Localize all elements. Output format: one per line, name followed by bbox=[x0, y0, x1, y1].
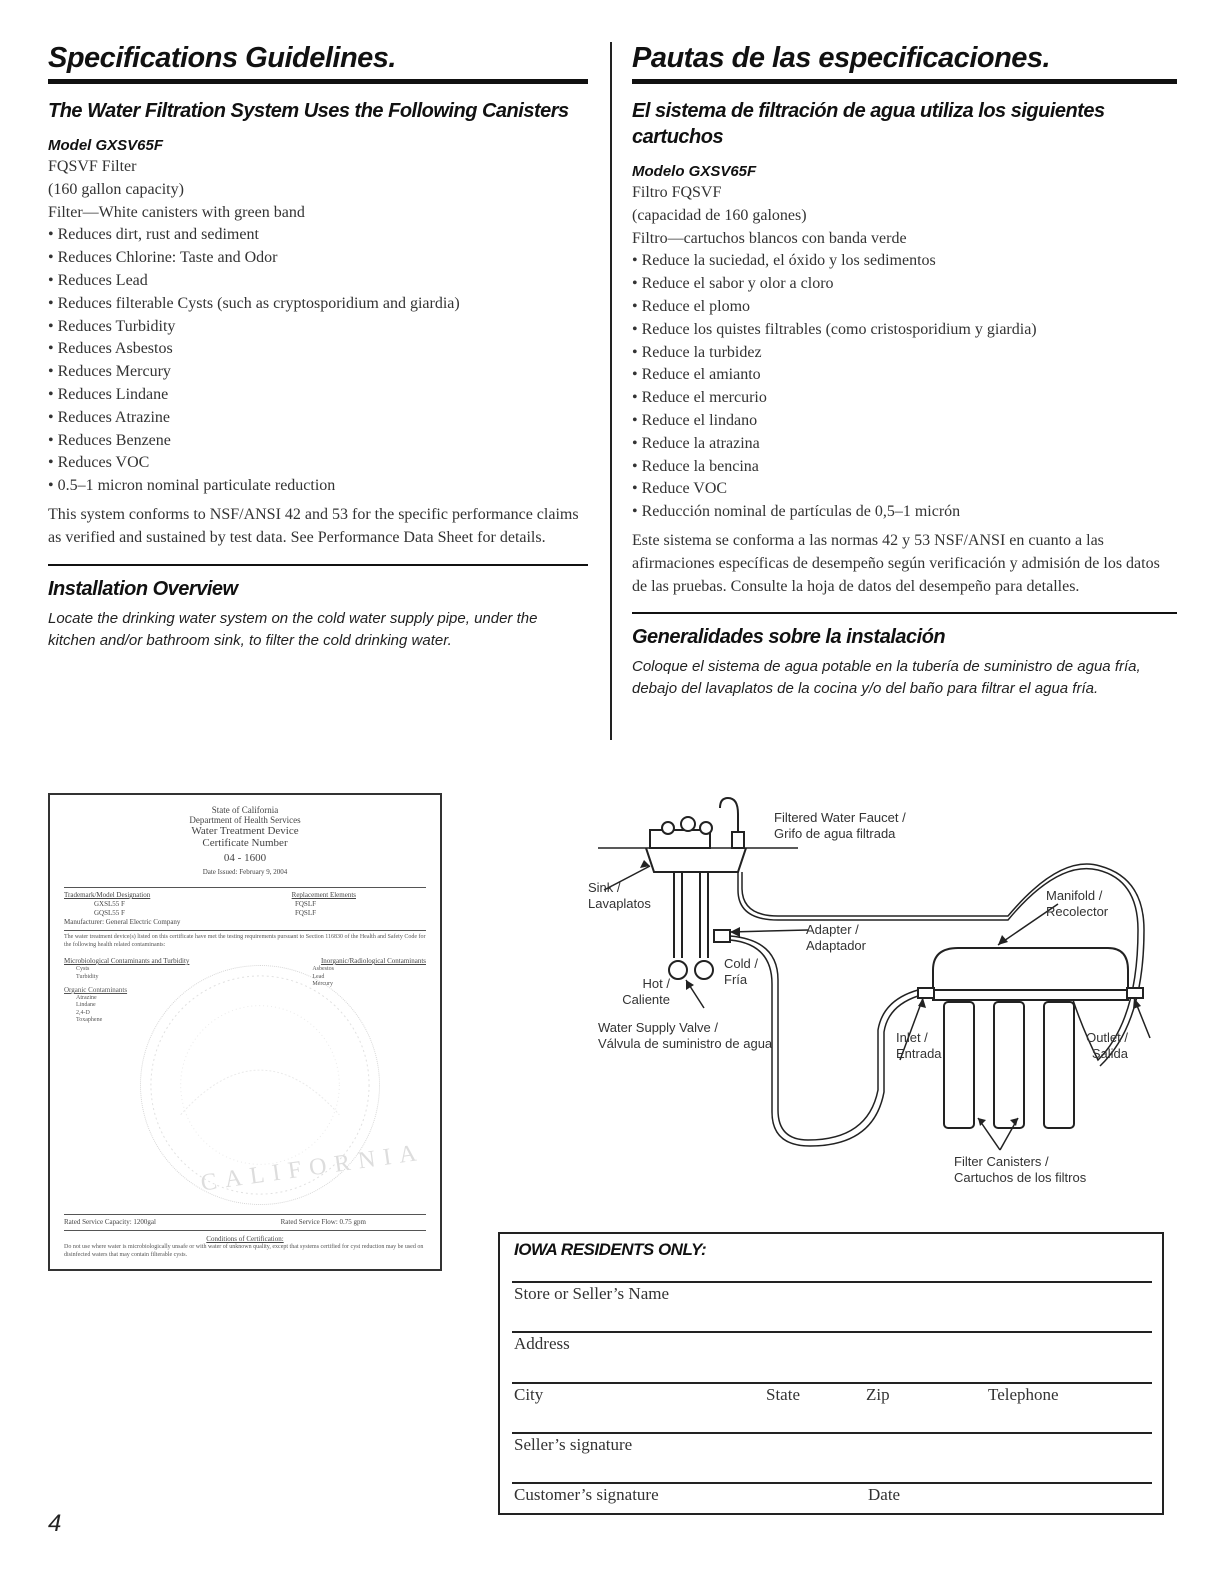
spec-line: • Reduce la turbidez bbox=[632, 343, 762, 361]
telephone-field[interactable]: Telephone bbox=[988, 1385, 1059, 1404]
customer-signature-field[interactable]: Customer’s signature bbox=[514, 1485, 659, 1504]
iowa-form-title: IOWA RESIDENTS ONLY: bbox=[514, 1240, 707, 1259]
section-rule bbox=[48, 564, 588, 566]
adapter-label-es: Adaptador bbox=[806, 938, 866, 953]
cert-micro-item: Cysts bbox=[76, 966, 90, 972]
cert-manufacturer-row bbox=[64, 918, 426, 927]
installation-text-spanish: Coloque el sistema de agua potable en la tubería de suministro de agua fría, debajo del lavaplatos de la cocina y/o del baño para filtrar el agua fría. bbox=[632, 658, 1141, 698]
cert-inorganic-title: Inorganic/Radiological Contaminants bbox=[320, 957, 426, 965]
spec-line: Filtro FQSVF bbox=[632, 184, 722, 201]
outlet-label bbox=[1068, 1030, 1128, 1062]
spec-line: FQSVF Filter bbox=[48, 158, 137, 175]
cert-model: GQSL55 F bbox=[94, 909, 125, 917]
outlet-label-es: Salida bbox=[1091, 1046, 1128, 1061]
spec-list bbox=[48, 156, 588, 498]
cert-element: FQSLF bbox=[294, 900, 316, 908]
cert-micro-title: Microbiological Contaminants and Turbidity bbox=[64, 957, 190, 965]
cert-table-row bbox=[64, 900, 426, 909]
cert-manufacturer: Manufacturer: General Electric Company bbox=[64, 918, 181, 926]
cert-rule bbox=[64, 887, 426, 888]
spec-line: • Reduces Benzene bbox=[48, 431, 171, 449]
cert-organic-item: Toxaphene bbox=[76, 1017, 103, 1023]
page-number: 4 bbox=[48, 1510, 62, 1537]
cert-organic-title: Organic Contaminants bbox=[64, 986, 128, 994]
cert-inorganic-item: Mercury bbox=[312, 981, 333, 987]
cert-inorganic-item: Asbestos bbox=[312, 966, 334, 972]
state-field[interactable]: State bbox=[766, 1385, 800, 1404]
cert-table-row bbox=[64, 909, 426, 918]
installation-text: Locate the drinking water system on the cold water supply pipe, under the kitchen and/or bathroom sink, to filter the cold drinking water. bbox=[48, 609, 538, 649]
california-certificate bbox=[48, 793, 442, 1271]
cert-device: Water Treatment Device bbox=[191, 825, 299, 837]
page-title: Specifications Guidelines. bbox=[48, 42, 396, 74]
cert-contaminant-headers bbox=[64, 957, 426, 966]
spec-line: • 0.5–1 micron nominal particulate reduction bbox=[48, 477, 336, 495]
outlet-label-en: Outlet / bbox=[1086, 1030, 1128, 1045]
manifold-label-es: Recolector bbox=[1046, 904, 1109, 919]
sink-label-es: Lavaplatos bbox=[588, 896, 651, 911]
cert-number-label: Certificate Number bbox=[202, 837, 288, 849]
canisters-label-en: Filter Canisters / bbox=[954, 1154, 1049, 1169]
manifold-label-en: Manifold / bbox=[1046, 888, 1103, 903]
spec-line: • Reduces Atrazine bbox=[48, 408, 170, 426]
installation-heading: Installation Overview bbox=[48, 577, 238, 600]
installation-heading-spanish: Generalidades sobre la instalación bbox=[632, 626, 946, 649]
spec-line: (capacidad de 160 galones) bbox=[632, 206, 807, 224]
faucet-label bbox=[774, 810, 906, 842]
cert-statement: The water treatment device(s) listed on this certificate have met the testing requirements pursuant to Section 116830 of the Health and Safety Code for the following health related contaminants: bbox=[64, 934, 426, 948]
form-rule bbox=[512, 1482, 1152, 1484]
spec-line: • Reducción nominal de partículas de 0,5–1 micrón bbox=[632, 503, 961, 521]
spec-line: • Reduce el mercurio bbox=[632, 389, 767, 407]
spec-line: • Reduce la atrazina bbox=[632, 434, 760, 452]
cert-organic-item: Atrazine bbox=[76, 994, 97, 1001]
right-column bbox=[632, 40, 1177, 700]
page-title-spanish: Pautas de las especificaciones. bbox=[632, 42, 1051, 74]
hot-label-en: Hot / bbox=[642, 976, 670, 991]
spec-line: • Reduce el amianto bbox=[632, 366, 761, 384]
section-heading-spanish: El sistema de filtración de agua utiliza los siguientes cartuchos bbox=[632, 100, 1105, 148]
model-heading-spanish: Modelo GXSV65F bbox=[632, 163, 757, 180]
sink-label bbox=[588, 880, 651, 912]
title-rule bbox=[48, 79, 588, 84]
form-rule bbox=[512, 1281, 1152, 1283]
iowa-residents-form bbox=[498, 1232, 1164, 1515]
cert-col-replacement: Replacement Elements bbox=[291, 891, 356, 899]
cert-date-issued: Date Issued: February 9, 2004 bbox=[202, 868, 288, 876]
cold-label bbox=[724, 956, 758, 988]
form-rule bbox=[512, 1432, 1152, 1434]
spec-line: • Reduce VOC bbox=[632, 480, 728, 498]
hot-label-es: Caliente bbox=[622, 992, 670, 1007]
cert-element: FQSLF bbox=[294, 909, 316, 917]
cert-department: Department of Health Services bbox=[189, 815, 301, 825]
cert-organic-item: Lindane bbox=[76, 1002, 96, 1008]
seller-signature-field[interactable]: Seller’s signature bbox=[514, 1435, 633, 1454]
installation-diagram bbox=[578, 780, 1168, 1190]
faucet-label-en: Filtered Water Faucet / bbox=[774, 810, 906, 825]
title-rule bbox=[632, 79, 1177, 84]
cert-inorganic-list bbox=[312, 966, 426, 1025]
spec-line: • Reduce la suciedad, el óxido y los sedimentos bbox=[632, 252, 936, 270]
spec-line: • Reduces Chlorine: Taste and Odor bbox=[48, 249, 278, 267]
date-field[interactable]: Date bbox=[868, 1485, 901, 1504]
hot-label bbox=[610, 976, 670, 1008]
spec-line: Filtro—cartuchos blancos con banda verde bbox=[632, 229, 907, 247]
spec-list-spanish bbox=[632, 182, 1177, 524]
spec-line: • Reduce el plomo bbox=[632, 297, 751, 315]
cert-organic-item: 2,4-D bbox=[76, 1009, 90, 1016]
cert-rule bbox=[64, 1230, 426, 1231]
cert-conditions-text: Do not use where water is microbiologically unsafe or with water of unknown quality, except that systems certified for cyst reduction may be used on disinfected waters that may contain filterable cysts. bbox=[64, 1244, 424, 1258]
cert-rule bbox=[64, 1214, 426, 1215]
cert-micro-list bbox=[64, 966, 127, 1025]
cert-micro-item: Turbidity bbox=[76, 973, 99, 980]
left-column bbox=[48, 40, 588, 652]
manifold-label bbox=[1046, 888, 1108, 920]
canisters-label-es: Cartuchos de los filtros bbox=[954, 1170, 1087, 1185]
spec-line: • Reduces Mercury bbox=[48, 363, 171, 381]
spec-line: • Reduce el sabor y olor a cloro bbox=[632, 275, 834, 293]
spec-line: • Reduces Lindane bbox=[48, 385, 169, 403]
sink-label-en: Sink / bbox=[588, 880, 621, 895]
spec-line: Filter—White canisters with green band bbox=[48, 203, 305, 221]
spec-line: • Reduces filterable Cysts (such as cryptosporidium and giardia) bbox=[48, 294, 460, 312]
cert-col-trademark: Trademark/Model Designation bbox=[64, 891, 151, 899]
inlet-label-es: Entrada bbox=[896, 1046, 942, 1061]
form-rule bbox=[512, 1331, 1152, 1333]
spec-line: • Reduces dirt, rust and sediment bbox=[48, 226, 259, 244]
address-field[interactable]: Address bbox=[514, 1334, 570, 1353]
conformance-paragraph-spanish: Este sistema se conforma a las normas 42 y 53 NSF/ANSI en cuanto a las afirmaciones específicas de desempeño según verificación y admisión de los datos de las pruebas. Consulte la hoja de datos del desempeño para detalles. bbox=[632, 531, 1160, 595]
inlet-label bbox=[896, 1030, 942, 1062]
spec-line: • Reduce los quistes filtrables (como cristosporidium y giardia) bbox=[632, 320, 1037, 338]
column-divider bbox=[610, 42, 612, 740]
spec-line: • Reduces Asbestos bbox=[48, 340, 173, 358]
cert-rating-row bbox=[64, 1218, 426, 1227]
valve-label bbox=[598, 1020, 772, 1052]
adapter-label bbox=[806, 922, 866, 954]
cold-label-es: Fría bbox=[724, 972, 748, 987]
spec-line: • Reduce la bencina bbox=[632, 457, 759, 475]
cert-seal-text: CALIFORNIA bbox=[199, 1139, 426, 1197]
spec-line: • Reduces VOC bbox=[48, 454, 150, 472]
cert-conditions-title: Conditions of Certification: bbox=[206, 1235, 284, 1243]
spec-line: • Reduces Lead bbox=[48, 271, 148, 289]
section-heading: The Water Filtration System Uses the Following Canisters bbox=[48, 100, 569, 122]
cert-rated-capacity: Rated Service Capacity: 1200gal bbox=[64, 1218, 156, 1226]
cert-model: GXSL55 F bbox=[94, 900, 125, 908]
cold-label-en: Cold / bbox=[724, 956, 758, 971]
store-name-field[interactable]: Store or Seller’s Name bbox=[514, 1284, 670, 1303]
spec-line: • Reduces Turbidity bbox=[48, 317, 176, 335]
cert-table-header bbox=[64, 891, 426, 900]
conformance-paragraph: This system conforms to NSF/ANSI 42 and 53 for the specific performance claims as verified and sustained by test data. See Performance Data Sheet for details. bbox=[48, 505, 579, 546]
spec-line: • Reduce el lindano bbox=[632, 411, 758, 429]
cert-rated-flow: Rated Service Flow: 0.75 gpm bbox=[280, 1218, 366, 1226]
cert-number: 04 - 1600 bbox=[223, 852, 267, 864]
zip-field[interactable]: Zip bbox=[866, 1385, 890, 1404]
inlet-label-en: Inlet / bbox=[896, 1030, 928, 1045]
cert-footer bbox=[64, 1211, 426, 1259]
cert-rule bbox=[64, 930, 426, 931]
faucet-label-es: Grifo de agua filtrada bbox=[774, 826, 896, 841]
city-field[interactable]: City bbox=[514, 1385, 544, 1404]
valve-label-en: Water Supply Valve / bbox=[598, 1020, 718, 1035]
cert-contaminant-lists bbox=[64, 966, 426, 1025]
valve-label-es: Válvula de suministro de agua bbox=[598, 1036, 773, 1051]
spec-line: (160 gallon capacity) bbox=[48, 180, 184, 198]
section-rule bbox=[632, 612, 1177, 614]
adapter-label-en: Adapter / bbox=[806, 922, 859, 937]
cert-inorganic-item: Lead bbox=[312, 973, 325, 980]
form-rule bbox=[512, 1382, 1152, 1384]
cert-state: State of California bbox=[211, 805, 279, 815]
canisters-label bbox=[954, 1154, 1086, 1186]
model-heading: Model GXSV65F bbox=[48, 137, 164, 154]
